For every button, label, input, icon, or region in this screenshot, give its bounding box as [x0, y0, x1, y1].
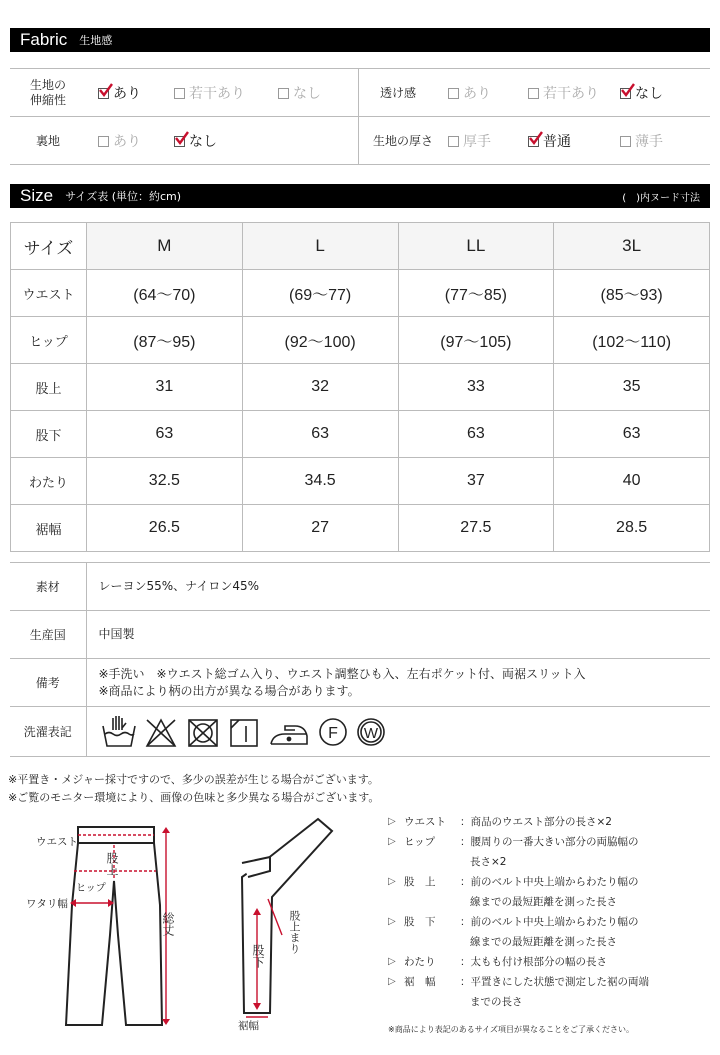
fabric-option: 厚手	[448, 117, 491, 165]
definition-row: ▷ ヒップ ：腰周りの一番大きい部分の両脇幅の 長さ×2	[388, 836, 639, 868]
definition-row: ▷ 股 下 ：前のベルト中央上端からわたり幅の 線までの最短距離を測った長さ	[388, 916, 639, 948]
row-label: 股上	[11, 364, 87, 411]
note-line: ※ご覧のモニター環境により、画像の色味と多少異なる場合がございます。	[8, 791, 380, 804]
table-cell: 40	[554, 458, 710, 505]
checkbox	[620, 136, 631, 147]
label-hem: 裾幅	[238, 1020, 259, 1032]
size-table-header	[11, 223, 710, 270]
measurement-definitions	[388, 812, 720, 1012]
table-cell: (64〜70)	[87, 270, 243, 317]
origin-label: 生産国	[10, 611, 86, 659]
note-line: ※平置き・メジャー採寸ですので、多少の誤差が生じる場合がございます。	[8, 773, 379, 786]
table-row	[10, 611, 710, 659]
fabric-row	[10, 69, 710, 117]
fabric-header	[10, 28, 710, 52]
size-col-header: LL	[398, 223, 554, 270]
label-total: 総丈	[161, 912, 175, 936]
fabric-option: あり	[448, 69, 491, 117]
label-rise-side: 股上まり	[288, 910, 301, 954]
label-rise: 股上	[105, 852, 119, 876]
remarks-value	[86, 659, 710, 707]
table-cell: 63	[87, 411, 243, 458]
table-cell: 32	[242, 364, 398, 411]
label-waist: ウエスト	[36, 836, 78, 848]
table-cell: 34.5	[242, 458, 398, 505]
size-title: Size	[20, 186, 54, 205]
fabric-label: 透け感	[379, 85, 416, 100]
table-cell: 27.5	[398, 505, 554, 552]
divider	[358, 117, 359, 165]
table-row	[10, 707, 710, 757]
no-bleach-icon	[147, 720, 175, 746]
fabric-title: Fabric	[20, 30, 68, 49]
table-row	[11, 270, 710, 317]
checkbox-checked	[620, 88, 631, 99]
definition-row: ▷ ウエスト ：商品のウエスト部分の長さ×2	[388, 816, 612, 828]
checkbox	[448, 88, 459, 99]
table-cell: 35	[554, 364, 710, 411]
table-cell: (92〜100)	[242, 317, 398, 364]
fabric-option: あり	[98, 69, 141, 117]
svg-text:F: F	[327, 724, 338, 742]
definition-row: ▷ 股 上 ：前のベルト中央上端からわたり幅の 線までの最短距離を測った長さ	[388, 876, 639, 908]
wet-clean-w-icon	[358, 719, 384, 745]
table-cell: 37	[398, 458, 554, 505]
remarks-line: ※商品により柄の出方が異なる場合があります。	[98, 683, 360, 698]
table-cell: (87〜95)	[87, 317, 243, 364]
checkbox-checked	[528, 136, 539, 147]
line-dry-shade-icon	[231, 720, 257, 746]
fabric-option: なし	[620, 69, 663, 117]
fabric-table	[10, 68, 710, 165]
measurement-notes	[8, 771, 379, 807]
table-cell: (97〜105)	[398, 317, 554, 364]
fabric-label: 生地の厚さ	[372, 133, 433, 148]
table-cell: 63	[398, 411, 554, 458]
table-row	[11, 411, 710, 458]
table-cell: 27	[242, 505, 398, 552]
checkbox-checked	[98, 88, 109, 99]
table-cell: (69〜77)	[242, 270, 398, 317]
table-row	[11, 364, 710, 411]
definition-row: ▷ わたり ：太もも付け根部分の幅の長さ	[388, 956, 607, 968]
table-cell: (102〜110)	[554, 317, 710, 364]
size-col-header: M	[87, 223, 243, 270]
table-row	[11, 505, 710, 552]
fabric-option: 普通	[528, 117, 571, 165]
checkbox	[528, 88, 539, 99]
table-cell: 31	[87, 364, 243, 411]
size-table	[10, 222, 710, 552]
material-label: 素材	[10, 563, 86, 611]
iron-low-icon	[271, 726, 307, 744]
fabric-label: 生地の 伸縮性	[29, 78, 66, 107]
table-cell: 26.5	[87, 505, 243, 552]
table-row	[10, 563, 710, 611]
size-subtitle: サイズ表 (単位：約cm)	[65, 190, 182, 203]
checkbox	[174, 88, 185, 99]
fabric-option: なし	[278, 69, 321, 117]
label-thigh: ワタリ幅	[26, 898, 68, 910]
table-cell: 32.5	[87, 458, 243, 505]
table-cell: (77〜85)	[398, 270, 554, 317]
info-table	[10, 562, 710, 757]
fabric-option: 薄手	[620, 117, 663, 165]
row-label: わたり	[11, 458, 87, 505]
table-row	[11, 458, 710, 505]
size-note: ( )内ヌード寸法	[622, 192, 700, 204]
checkbox	[98, 136, 109, 147]
svg-text:W: W	[363, 724, 378, 742]
fabric-subtitle: 生地感	[79, 34, 113, 47]
row-label: ヒップ	[11, 317, 87, 364]
fabric-option: 若干あり	[174, 69, 245, 117]
material-value: レーヨン55%、ナイロン45%	[86, 563, 710, 611]
definition-row: ▷ 裾 幅 ：平置きにした状態で測定した裾の両端 までの長さ	[388, 976, 649, 1008]
care-label: 洗濯表記	[10, 707, 86, 757]
remarks-line: ※手洗い ※ウエスト総ゴム入り、ウエスト調整ひも入、左右ポケット付、両裾スリット入	[98, 666, 586, 681]
table-row	[10, 659, 710, 707]
table-cell: 28.5	[554, 505, 710, 552]
dry-clean-f-icon	[320, 719, 346, 745]
checkbox	[278, 88, 289, 99]
table-row	[11, 317, 710, 364]
care-icons	[86, 707, 710, 757]
row-label: 股下	[11, 411, 87, 458]
table-cell: 33	[398, 364, 554, 411]
size-header	[10, 184, 710, 208]
fabric-option: 若干あり	[528, 69, 599, 117]
fabric-option: なし	[174, 117, 217, 165]
no-tumble-dry-icon	[189, 720, 217, 746]
size-corner: サイズ	[11, 223, 87, 270]
divider	[358, 69, 359, 117]
hand-wash-icon	[103, 716, 135, 746]
checkbox-checked	[174, 136, 185, 147]
origin-value: 中国製	[86, 611, 710, 659]
table-cell: 63	[242, 411, 398, 458]
remarks-label: 備考	[10, 659, 86, 707]
row-label: ウエスト	[11, 270, 87, 317]
row-label: 裾幅	[11, 505, 87, 552]
size-col-header: 3L	[554, 223, 710, 270]
fabric-row	[10, 117, 710, 165]
fabric-label: 裏地	[35, 133, 60, 148]
table-cell: (85〜93)	[554, 270, 710, 317]
checkbox	[448, 136, 459, 147]
size-col-header: L	[242, 223, 398, 270]
pants-diagram	[0, 815, 380, 1055]
fabric-option: あり	[98, 117, 141, 165]
label-inseam: 股下	[251, 944, 265, 968]
table-cell: 63	[554, 411, 710, 458]
footnote: ※商品により表記のあるサイズ項目が異なることをご了承ください。	[388, 1025, 635, 1034]
label-hip: ヒップ	[76, 883, 106, 894]
